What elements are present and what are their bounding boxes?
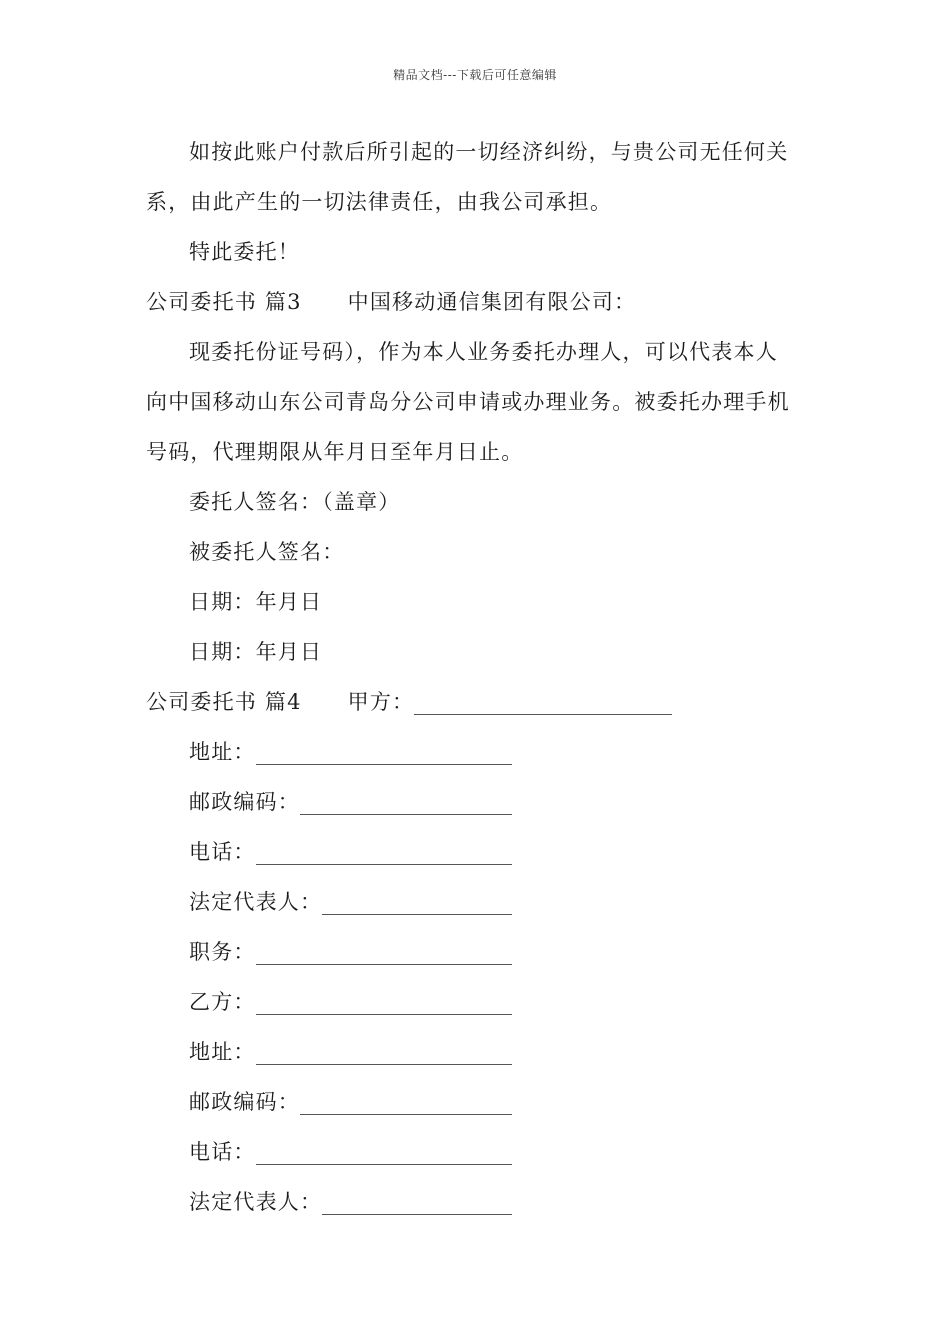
paragraph-line: 号码，代理期限从年月日至年月日止。 — [146, 440, 524, 464]
field-blank[interactable] — [322, 1192, 512, 1215]
section-3-recipient: 中国移动通信集团有限公司： — [347, 290, 637, 314]
section-4-heading — [146, 680, 806, 730]
paragraph-line: 特此委托！ — [189, 240, 300, 264]
field-blank[interactable] — [256, 992, 512, 1015]
form-field — [146, 980, 806, 1030]
field-label: 地址： — [189, 1040, 256, 1064]
paragraph-line: 现委托份证号码），作为本人业务委托办理人，可以代表本人 — [189, 340, 778, 364]
form-field — [146, 1080, 806, 1130]
field-blank[interactable] — [300, 792, 512, 815]
field-blank[interactable] — [256, 1042, 512, 1065]
field-blank[interactable] — [256, 742, 512, 765]
form-field — [146, 1130, 806, 1180]
field-blank[interactable] — [300, 1092, 512, 1115]
form-field — [146, 730, 806, 780]
form-field — [146, 1180, 806, 1230]
field-blank[interactable] — [256, 842, 512, 865]
field-label: 电话： — [189, 1140, 256, 1164]
document-body — [146, 130, 806, 1230]
field-label: 乙方： — [189, 990, 256, 1014]
field-label: 职务： — [189, 940, 256, 964]
signature-line: 委托人签名：（盖章） — [189, 490, 401, 514]
field-blank[interactable] — [256, 942, 512, 965]
field-label: 法定代表人： — [189, 890, 323, 914]
field-label: 邮政编码： — [189, 790, 300, 814]
page-header: 精品文档---下载后可任意编辑 — [393, 68, 557, 82]
form-field — [146, 830, 806, 880]
form-field — [146, 930, 806, 980]
party-a-blank[interactable] — [414, 692, 672, 715]
field-label: 电话： — [189, 840, 256, 864]
field-blank[interactable] — [256, 1142, 512, 1165]
paragraph-line: 如按此账户付款后所引起的一切经济纠纷，与贵公司无任何关 — [189, 140, 789, 164]
section-3-heading — [146, 280, 806, 330]
form-field — [146, 1030, 806, 1080]
party-a-label: 甲方： — [347, 690, 415, 714]
section-3-title: 公司委托书 篇3 — [146, 290, 302, 314]
form-field — [146, 780, 806, 830]
field-label: 地址： — [189, 740, 256, 764]
paragraph-line: 系，由此产生的一切法律责任，由我公司承担。 — [146, 190, 613, 214]
date-line: 日期：年月日 — [189, 590, 323, 614]
field-label: 法定代表人： — [189, 1190, 323, 1214]
field-label: 邮政编码： — [189, 1090, 300, 1114]
section-4-title: 公司委托书 篇4 — [146, 690, 302, 714]
date-line: 日期：年月日 — [189, 640, 323, 664]
paragraph-line: 向中国移动山东公司青岛分公司申请或办理业务。被委托办理手机 — [146, 390, 790, 414]
form-field — [146, 880, 806, 930]
signature-line: 被委托人签名： — [189, 540, 345, 564]
field-blank[interactable] — [322, 892, 512, 915]
